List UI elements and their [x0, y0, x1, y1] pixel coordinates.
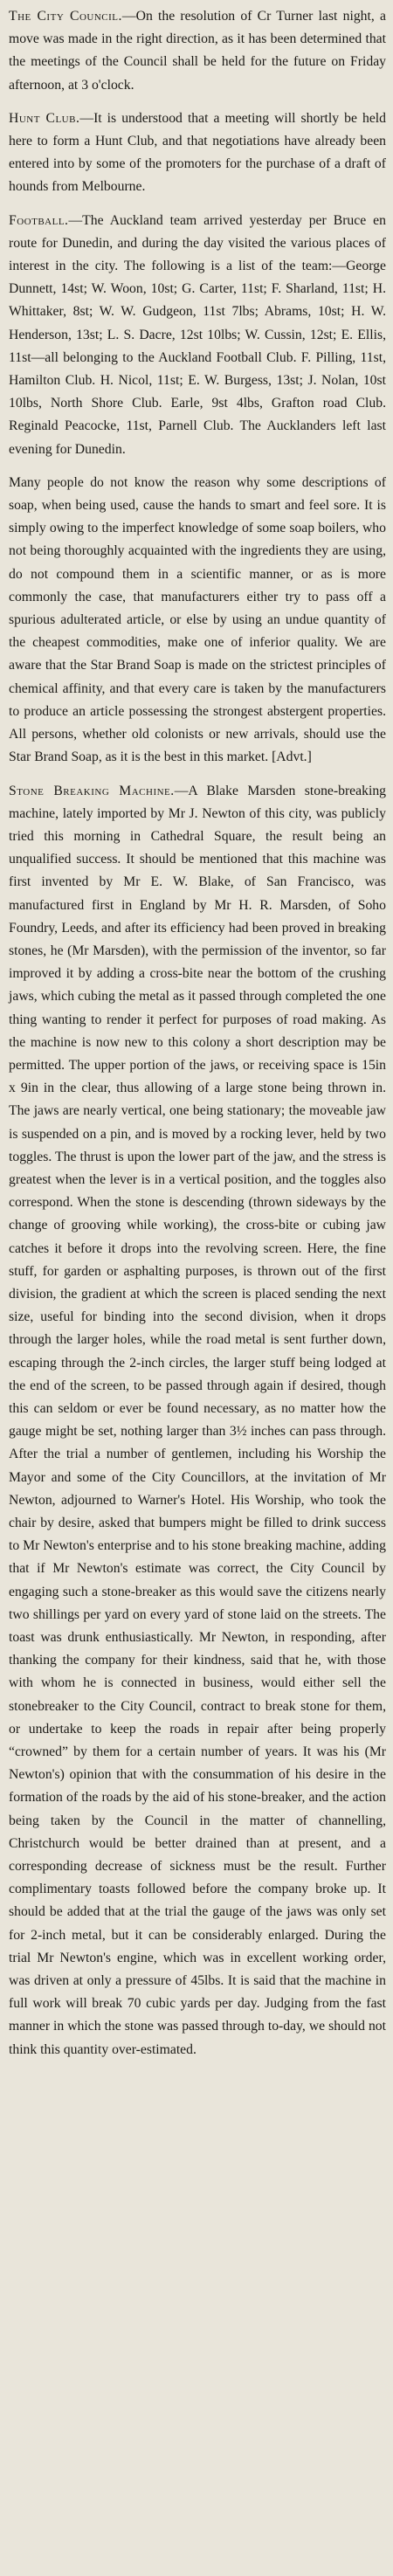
- article-soap-advertisement: [9, 472, 386, 770]
- article-heading: Football.: [9, 212, 69, 228]
- article-hunt-club: [9, 107, 386, 199]
- article-heading: Hunt Club.: [9, 110, 80, 126]
- advertisement-marker: [Advt.]: [272, 749, 312, 765]
- article-stone-breaking-machine: [9, 780, 386, 2061]
- article-body: —It is understood that a meeting will shortly be held here to form a Hunt Club, and that negotiations have already been entered into by some of the promoters for the purchase of a draft of hounds from Melbourne.: [9, 110, 387, 195]
- article-heading: The City Council.: [9, 9, 122, 24]
- article-city-council: [9, 5, 386, 97]
- article-body: —A Blake Marsden stone-breaking machine, lately imported by Mr J. Newton of this city, was publicly tried this morning in Cathedral Square, the result being an unqualified success. It should be mentioned that this machine was first invented by Mr E. W. Blake, of San Francisco, was manufactured first in England by Mr H. R. Marsden, of Soho Foundry, Leeds, and after its efficiency had been proved in breaking stones, he (Mr Marsden), with the permission of the inventor, so far improved it by adding a cross-bite near the bottom of the crushing jaws, which cubing the metal as it passed through completed the one thing wanting to render it perfect for purposes of road making. As the machine is now new to this colony a short description may be permitted. The upper portion of the jaws, or receiving space is 15in x 9in in the clear, thus allowing of a large stone being thrown in. The jaws are nearly vertical, one being stationary; the moveable jaw is suspended on a pin, and is moved by a rocking lever, held by two toggles. The thrust is upon the lower part of the jaw, and the stress is greatest when the lever is in a vertical position, and the toggles also correspond. When the stone is descending (thrown sideways by the change of grooving while working), the cross-bite or cubing jaw catches it before it drops into the revolving screen. Here, the fine stuff, for garden or asphalting purposes, is thrown out of the first division, the gradient at which the screen is placed sending the next size, useful for binding into the second division, when it drops through the larger holes, while the road metal is sent further down, escaping through the 2-inch circles, the larger stuff being lodged at the end of the screen, to be passed through again if desired, though this can seldom or ever be found necessary, as no matter how the gauge might be set, nothing larger than 3½ inches can pass through. After the trial a number of gentlemen, including his Worship the Mayor and some of the City Councillors, at the invitation of Mr Newton, adjourned to Warner's Hotel. His Worship, who took the chair by desire, asked that bumpers might be filled to drink success to Mr Newton's enterprise and to his stone breaking machine, adding that if Mr Newton's estimate was correct, the City Council by engaging such a stone-breaker as this would save the citizens nearly two shillings per yard on every yard of stone laid on the streets. The toast was drunk enthusiastically. Mr Newton, in responding, after thanking the company for their kindness, said that he, with those with whom he is connected in business, would either sell the stonebreaker to the City Council, contract to break stone for them, or undertake to keep the roads in repair after being properly “crowned” by them for a certain number of years. It was his (Mr Newton's) opinion that with the consummation of his desire in the formation of the roads by the aid of his stone-breaker, and the action being taken by the Council in the matter of channelling, Christchurch would be better drained than at present, and a corresponding decrease of sickness must be the result. Further complimentary toasts followed before the company broke up. It should be added that at the trial the gauge of the jaws was only set for 2-inch metal, but it can be considerably enlarged. During the trial Mr Newton's engine, which was in excellent working order, was driven at only a pressure of 45lbs. It is said that the machine in full work will break 70 cubic yards per day. Judging from the fast manner in which the stone was passed through to-day, we should not think this quantity over-estimated.: [9, 783, 387, 2057]
- article-football: [9, 210, 386, 461]
- article-body: Many people do not know the reason why some descriptions of soap, when being used, cause the hands to smart and feel sore. It is simply owing to the imperfect knowledge of some soap boilers, who not being thoroughly acquainted with the ingredients they are using, do not compound them in a scientific manner, or as is more commonly the case, that manufacturers either try to pass off a spurious adulterated article, or else by using an undue quantity of the cheapest commodities, make one of inferior quality. We are aware that the Star Brand Soap is made on the strictest principles of chemical affinity, and that every care is taken by the manufacturers to produce an article possessing the strongest abstergent properties. All persons, whether old colonists or new arrivals, should use the Star Brand Soap, as it is the best in this market.: [9, 474, 386, 765]
- article-body: —The Auckland team arrived yesterday per Bruce en route for Dunedin, and during the day visited the various places of interest in the city. The following is a list of the team:—George Dunnett, 14st; W. Woon, 10st; G. Carter, 11st; F. Sharland, 11st; H. Whittaker, 8st; W. W. Gudgeon, 11st 7lbs; Abrams, 10st; H. W. Henderson, 13st; L. S. Dacre, 12st 10lbs; W. Cussin, 12st; E. Ellis, 11st—all belonging to the Auckland Football Club. F. Pilling, 11st, Hamilton Club. H. Nicol, 11st; E. W. Burgess, 13st; J. Nolan, 10st 10lbs, North Shore Club. Earle, 9st 4lbs, Grafton road Club. Reginald Peacocke, 11st, Parnell Club. The Aucklanders left last evening for Dunedin.: [9, 212, 386, 457]
- article-heading: Stone Breaking Machine.: [9, 783, 175, 798]
- article-body: —On the resolution of Cr Turner last night, a move was made in the right direction, as it has been determined that the meetings of the Council shall be held for the future on Friday afternoon, at 3 o'clock.: [9, 9, 386, 93]
